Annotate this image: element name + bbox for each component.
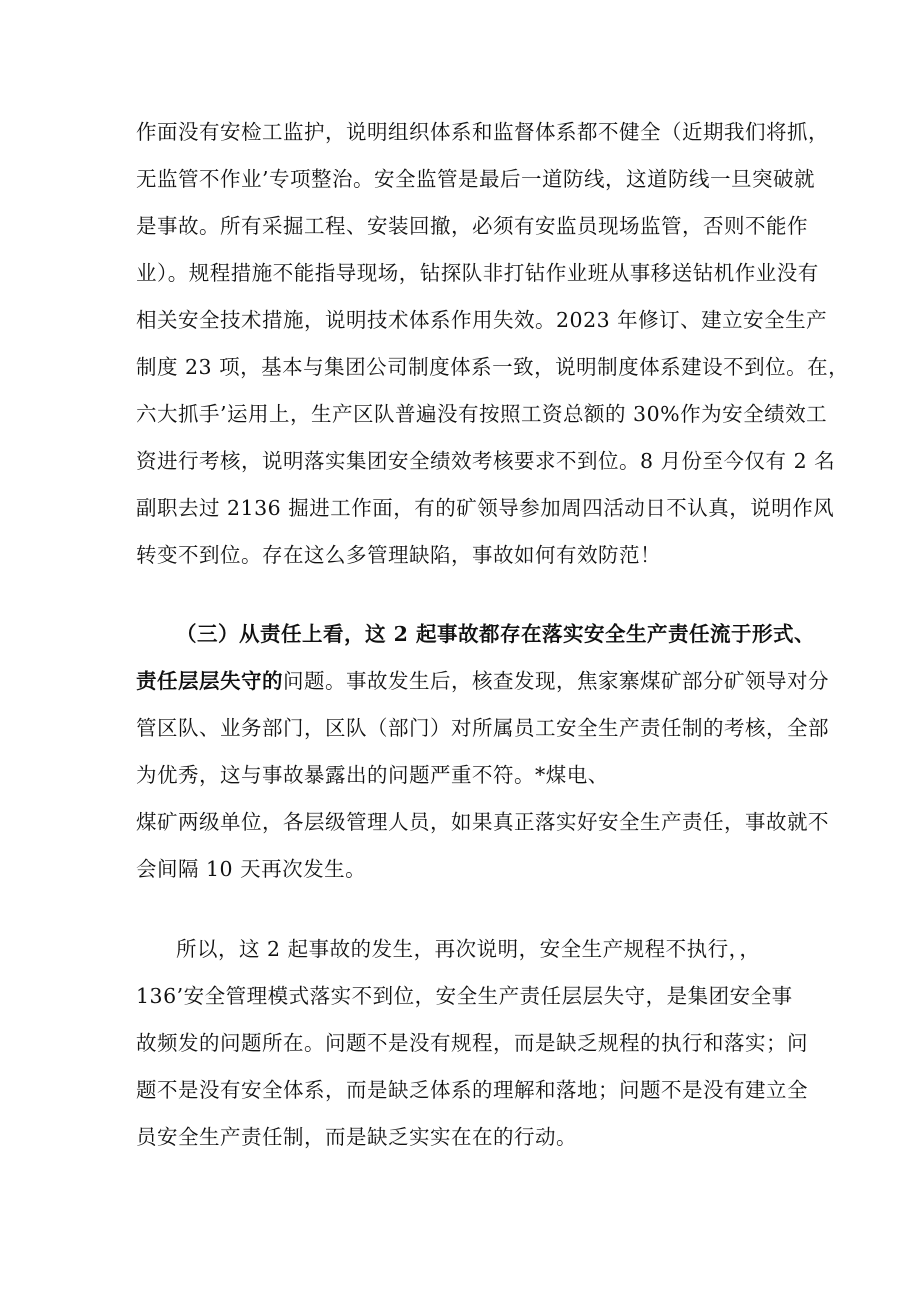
text-line xyxy=(136,667,829,695)
text-line: 副职去过 2136 掘进工作面，有的矿领导参加周四活动日不认真，说明作风 xyxy=(136,496,835,520)
section-heading-line: （三）从责任上看，这 2 起事故都存在落实安全生产责任流于形式、 xyxy=(176,622,816,646)
text-line: 题不是没有安全体系，而是缺乏体系的理解和落地；问题不是没有建立全 xyxy=(136,1078,808,1102)
text-line: 所以，这 2 起事故的发生，再次说明，安全生产规程不执行，， xyxy=(176,937,761,961)
text-line: 管区队、业务部门，区队（部门）对所属员工安全生产责任制的考核，全部 xyxy=(136,716,829,740)
text-line: 会间隔 10 天再次发生。 xyxy=(136,857,367,881)
text-line: 136’安全管理模式落实不到位，安全生产责任层层失守，是集团安全事 xyxy=(136,984,793,1008)
text-line: 六大抓手’运用上，生产区队普遍没有按照工资总额的 30%作为安全绩效工 xyxy=(136,402,828,426)
text-line: 煤矿两级单位，各层级管理人员，如果真正落实好安全生产责任，事故就不 xyxy=(136,810,829,834)
text-line: 制度 23 项，基本与集团公司制度体系一致，说明制度体系建设不到位。在， xyxy=(136,355,850,379)
text-line: 无监管不作业’专项整治。安全监管是最后一道防线，这道防线一旦突破就 xyxy=(136,167,816,191)
text-line: 相关安全技术措施，说明技术体系作用失效。2023 年修订、建立安全生产 xyxy=(136,308,828,332)
text-span: 问题。事故发生后，核查发现，焦家寨煤矿部分矿领导对分 xyxy=(283,669,829,693)
text-line: 业）。规程措施不能指导现场，钻探队非打钻作业班从事移送钻机作业没有 xyxy=(136,261,819,285)
text-line: 是事故。所有采掘工程、安装回撤，必须有安监员现场监管，否则不能作 xyxy=(136,214,808,238)
text-line: 为优秀，这与事故暴露出的问题严重不符。*煤电、 xyxy=(136,763,609,787)
text-line: 故频发的问题所在。问题不是没有规程，而是缺乏规程的执行和落实；问 xyxy=(136,1031,808,1055)
text-line: 资进行考核，说明落实集团安全绩效考核要求不到位。8 月份至今仅有 2 名 xyxy=(136,449,836,473)
text-line: 转变不到位。存在这么多管理缺陷，事故如何有效防范！ xyxy=(136,543,661,567)
text-line: 员安全生产责任制，而是缺乏实实在在的行动。 xyxy=(136,1125,577,1149)
text-line: 作面没有安检工监护，说明组织体系和监督体系都不健全（近期我们将抓， xyxy=(136,120,829,144)
bold-phrase: 责任层层失守的 xyxy=(136,669,283,693)
